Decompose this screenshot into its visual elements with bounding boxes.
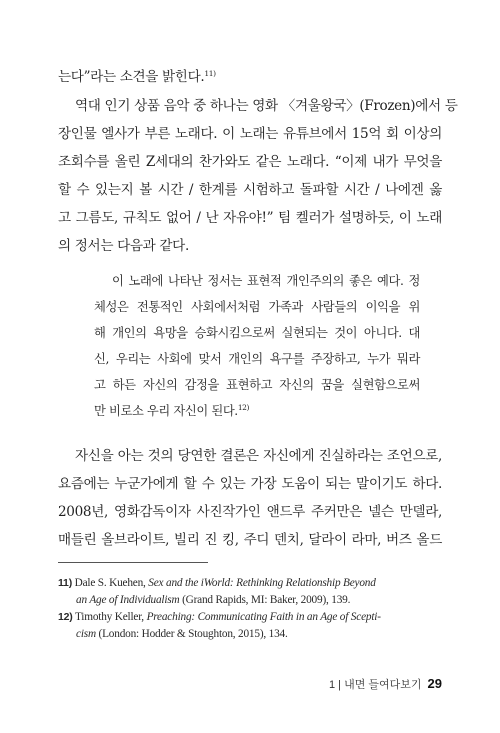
footnote-11: 11) Dale S. Kuehen, Sex and the iWorld: Rethinking Relationship Beyond [58, 577, 376, 589]
body-line-3: 장인물 엘사가 부른 노래다. 이 노래는 유튜브에서 15억 회 이상의 [58, 126, 442, 142]
body-line-8: 자신을 아는 것의 당연한 결론은 자신에게 진실하라는 조언으로, [75, 448, 442, 464]
footnote-ref-12: 12) [237, 403, 250, 412]
body-line-2: 역대 인기 상품 음악 중 하나는 영화 〈겨울왕국〉(Frozen)에서 등 [75, 98, 458, 114]
body-line-7: 의 정서는 다음과 같다. [58, 238, 189, 254]
footnote-number: 11) [58, 577, 72, 589]
body-line-6: 고 그름도, 규칙도 없어 / 난 자유야!” 팀 켈러가 설명하듯, 이 노래 [58, 210, 442, 226]
quote-line-3: 해 개인의 욕망을 승화시킴으로써 실현되는 것이 아니다. 대 [94, 326, 420, 340]
footnote-title: Sex and the iWorld: Rethinking Relationship Beyond [148, 577, 376, 589]
footnote-ref-11: 11) [204, 69, 216, 78]
footnote-number: 12) [58, 611, 73, 623]
body-line-5: 할 수 있는지 볼 시간 / 한계를 시험하고 돌파할 시간 / 나에겐 옳 [58, 182, 442, 198]
body-line-10: 2008년, 영화감독이자 사진작가인 앤드루 주커만은 넬슨 만델라, [58, 504, 442, 520]
chapter-title: 1 | 내면 들여다보기 [329, 679, 422, 691]
body-line-11: 매들린 올브라이트, 빌리 진 킹, 주디 덴치, 달라이 라마, 버즈 올드 [58, 532, 442, 548]
running-footer [329, 676, 442, 694]
body-line-4: 조회수를 올린 Z세대의 찬가와도 같은 노래다. “이제 내가 무엇을 [58, 154, 442, 170]
footnote-12-cont: cism (London: Hodder & Stoughton, 2015), 134. [76, 628, 288, 640]
quote-line-4: 신, 우리는 사회에 맞서 개인의 욕구를 주장하고, 누가 뭐라 [94, 352, 420, 366]
footnote-title: Preaching: Communicating Faith in an Age of Scepti- [146, 611, 381, 623]
footnote-12: 12) Timothy Keller, Preaching: Communicating Faith in an Age of Scepti- [58, 611, 381, 623]
quote-line-2: 체성은 전통적인 사회에서처럼 가족과 사람들의 이익을 위 [94, 300, 420, 314]
quote-line-5: 고 하든 자신의 감정을 표현하고 자신의 꿈을 실현함으로써 [94, 378, 420, 392]
page-number: 29 [427, 676, 442, 691]
quote-line-1: 이 노래에 나타난 정서는 표현적 개인주의의 좋은 예다. 정 [112, 274, 420, 288]
footnote-title: cism [76, 628, 96, 640]
footnote-divider [58, 562, 208, 563]
footnote-11-cont: an Age of Individualism (Grand Rapids, MI: Baker, 2009), 139. [76, 594, 351, 606]
quote-line-6: 만 비로소 우리 자신이 된다.$^{12)}$ [94, 403, 250, 418]
body-line-9: 요즘에는 누군가에게 할 수 있는 가장 도움이 되는 말이기도 하다. [58, 476, 442, 492]
body-line-1: 는다”라는 소견을 밝힌다.$^{11)}$ [58, 69, 216, 85]
footnote-title: an Age of Individualism [76, 594, 180, 606]
